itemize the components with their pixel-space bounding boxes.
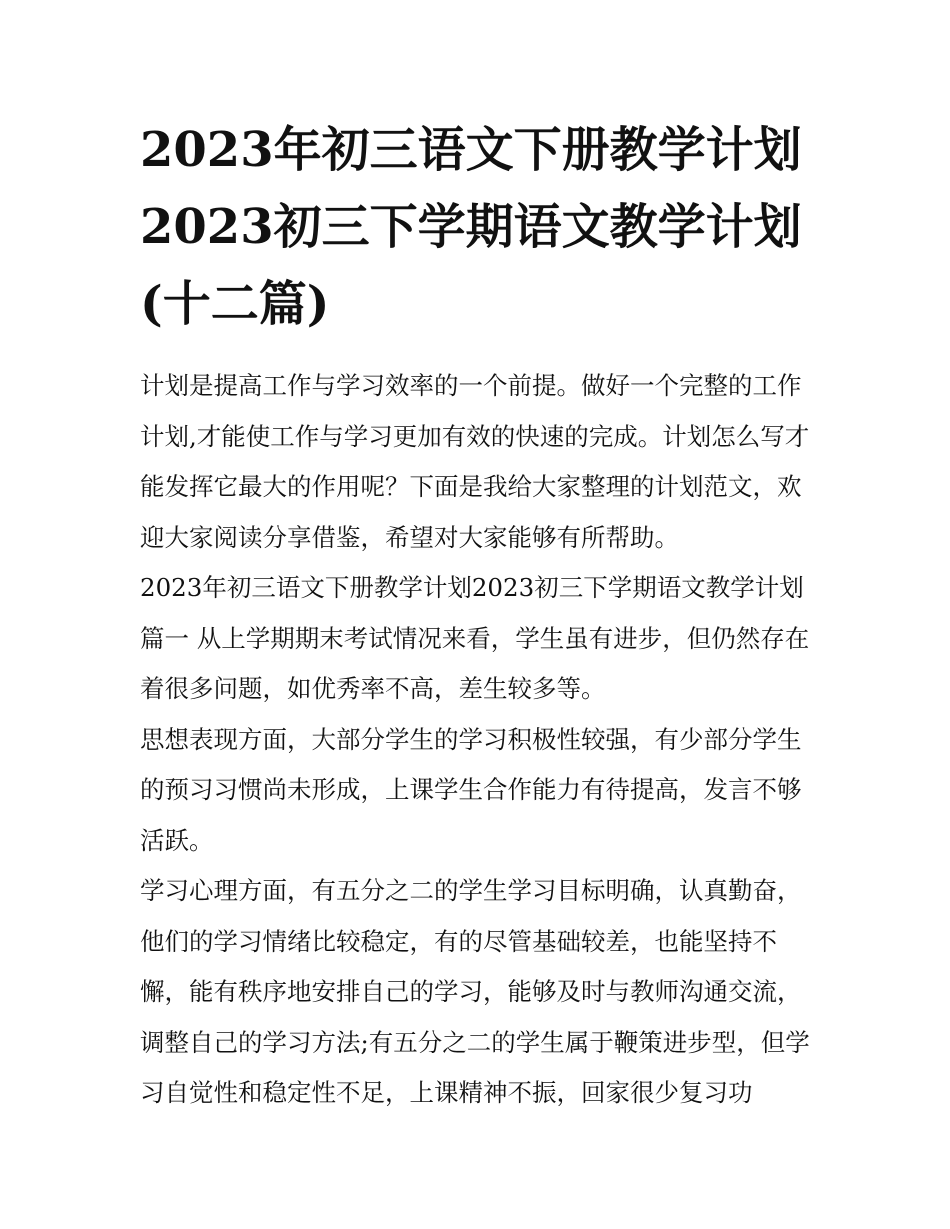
document-title: 2023年初三语文下册教学计划2023初三下学期语文教学计划(十二篇)	[140, 122, 802, 332]
document-body	[140, 112, 820, 1119]
paragraph-psychology: 学习心理方面，有五分之二的学生学习目标明确，认真勤奋，他们的学习情绪比较稳定，有的尽管基础较差，也能坚持不懈，能有秩序地安排自己的学习，能够及时与教师沟通交流，调整自己的学习方法;有五分之二的学生属于鞭策进步型，但学习自觉性和稳定性不足，上课精神不振，回家很少复习功	[140, 876, 810, 1107]
paragraph-thought: 思想表现方面，大部分学生的学习积极性较强，有少部分学生的预习习惯尚未形成，上课学生合作能力有待提高，发言不够活跃。	[140, 724, 802, 855]
paragraph-intro: 计划是提高工作与学习效率的一个前提。做好一个完整的工作计划,才能使工作与学习更加有效的快速的完成。计划怎么写才能发挥它最大的作用呢？下面是我给大家整理的计划范文，欢迎大家阅读分享借鉴，希望对大家能够有所帮助。	[140, 371, 810, 552]
paragraph-section-one: 2023年初三语文下册教学计划2023初三下学期语文教学计划篇一 从上学期期末考试情况来看，学生虽有进步，但仍然存在着很多问题，如优秀率不高，差生较多等。	[140, 573, 810, 703]
